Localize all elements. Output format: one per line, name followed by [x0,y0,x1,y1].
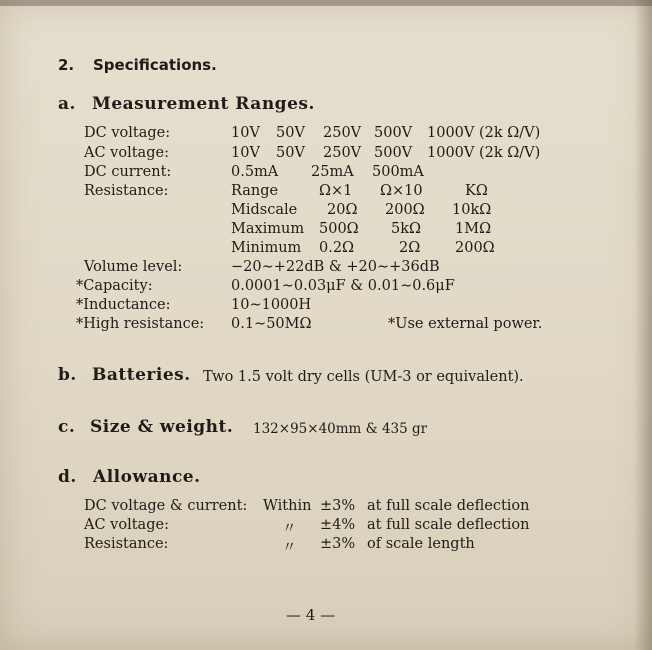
allowance-tolerance: ±3% [320,536,356,552]
resistance-cell: Ω×1 [319,183,353,199]
dc-voltage-value: 250V [323,125,362,141]
resistance-cell: KΩ [465,183,488,199]
page-right-edge [634,0,652,650]
resistance-cell: 20Ω [327,202,358,218]
allowance-desc: at full scale deflection [367,517,530,533]
batteries-text: Two 1.5 volt dry cells (UM-3 or equivalent). [203,369,524,385]
resistance-cell: Minimum [231,240,302,256]
resistance-cell: Maximum [231,221,305,237]
dc-current-label: DC current: [84,164,172,180]
size-heading: Size & weight. [90,417,234,437]
dc-voltage-value: 50V [276,125,305,141]
dc-current-value: 500mA [372,164,424,180]
allowance-desc: at full scale deflection [367,498,530,514]
dc-current-value: 0.5mA [231,164,279,180]
resistance-cell: 0.2Ω [319,240,355,256]
volume-level-value: −20∼+22dB & +20∼+36dB [231,259,440,275]
resistance-cell: Range [231,183,279,199]
measurement-letter: a. [58,94,76,114]
dc-current-value: 25mA [311,164,354,180]
allowance-within: 〃 [282,521,297,537]
dc-voltage-value: 10V [231,125,260,141]
ac-voltage-label: AC voltage: [84,145,169,161]
section-title: Specifications. [93,56,217,74]
allowance-label: Resistance: [84,536,169,552]
ac-voltage-value: 250V [323,145,362,161]
resistance-cell: 200Ω [455,240,495,256]
resistance-label: Resistance: [84,183,169,199]
allowance-desc: of scale length [367,536,475,552]
section-number: 2. [58,56,75,74]
size-letter: c. [58,417,76,437]
inductance-value: 10∼1000H [231,297,312,313]
allowance-within: Within [263,498,312,514]
ac-voltage-value: 500V [374,145,413,161]
allowance-label: DC voltage & current: [84,498,248,514]
high-resistance-value: 0.1∼50MΩ [231,316,312,332]
ac-voltage-value: 10V [231,145,260,161]
resistance-cell: 1MΩ [455,221,492,237]
allowance-heading: Allowance. [93,467,201,487]
inductance-label: *Inductance: [76,297,171,313]
capacity-value: 0.0001∼0.03μF & 0.01∼0.6μF [231,278,455,294]
size-text: 132×95×40mm & 435 gr [253,421,428,437]
resistance-cell: 500Ω [319,221,359,237]
resistance-cell: 5kΩ [391,221,422,237]
allowance-tolerance: ±4% [320,517,356,533]
dc-voltage-label: DC voltage: [84,125,171,141]
batteries-letter: b. [58,365,77,385]
dc-voltage-value: 500V [374,125,413,141]
page-number: — 4 — [286,606,336,624]
ac-voltage-value: 50V [276,145,305,161]
page-top-edge [0,0,652,6]
resistance-cell: 10kΩ [452,202,492,218]
allowance-tolerance: ±3% [320,498,356,514]
volume-level-label: Volume level: [84,259,183,275]
resistance-cell: 2Ω [399,240,421,256]
resistance-cell: Ω×10 [380,183,423,199]
resistance-cell: 200Ω [385,202,425,218]
capacity-label: *Capacity: [76,278,153,294]
resistance-cell: Midscale [231,202,298,218]
allowance-within: 〃 [282,540,297,556]
ac-voltage-value: 1000V (2k Ω/V) [427,145,541,161]
external-power-note: *Use external power. [388,316,543,332]
allowance-label: AC voltage: [84,517,169,533]
allowance-letter: d. [58,467,77,487]
high-resistance-label: *High resistance: [76,316,205,332]
measurement-heading: Measurement Ranges. [92,94,315,114]
batteries-heading: Batteries. [92,365,191,385]
dc-voltage-value: 1000V (2k Ω/V) [427,125,541,141]
